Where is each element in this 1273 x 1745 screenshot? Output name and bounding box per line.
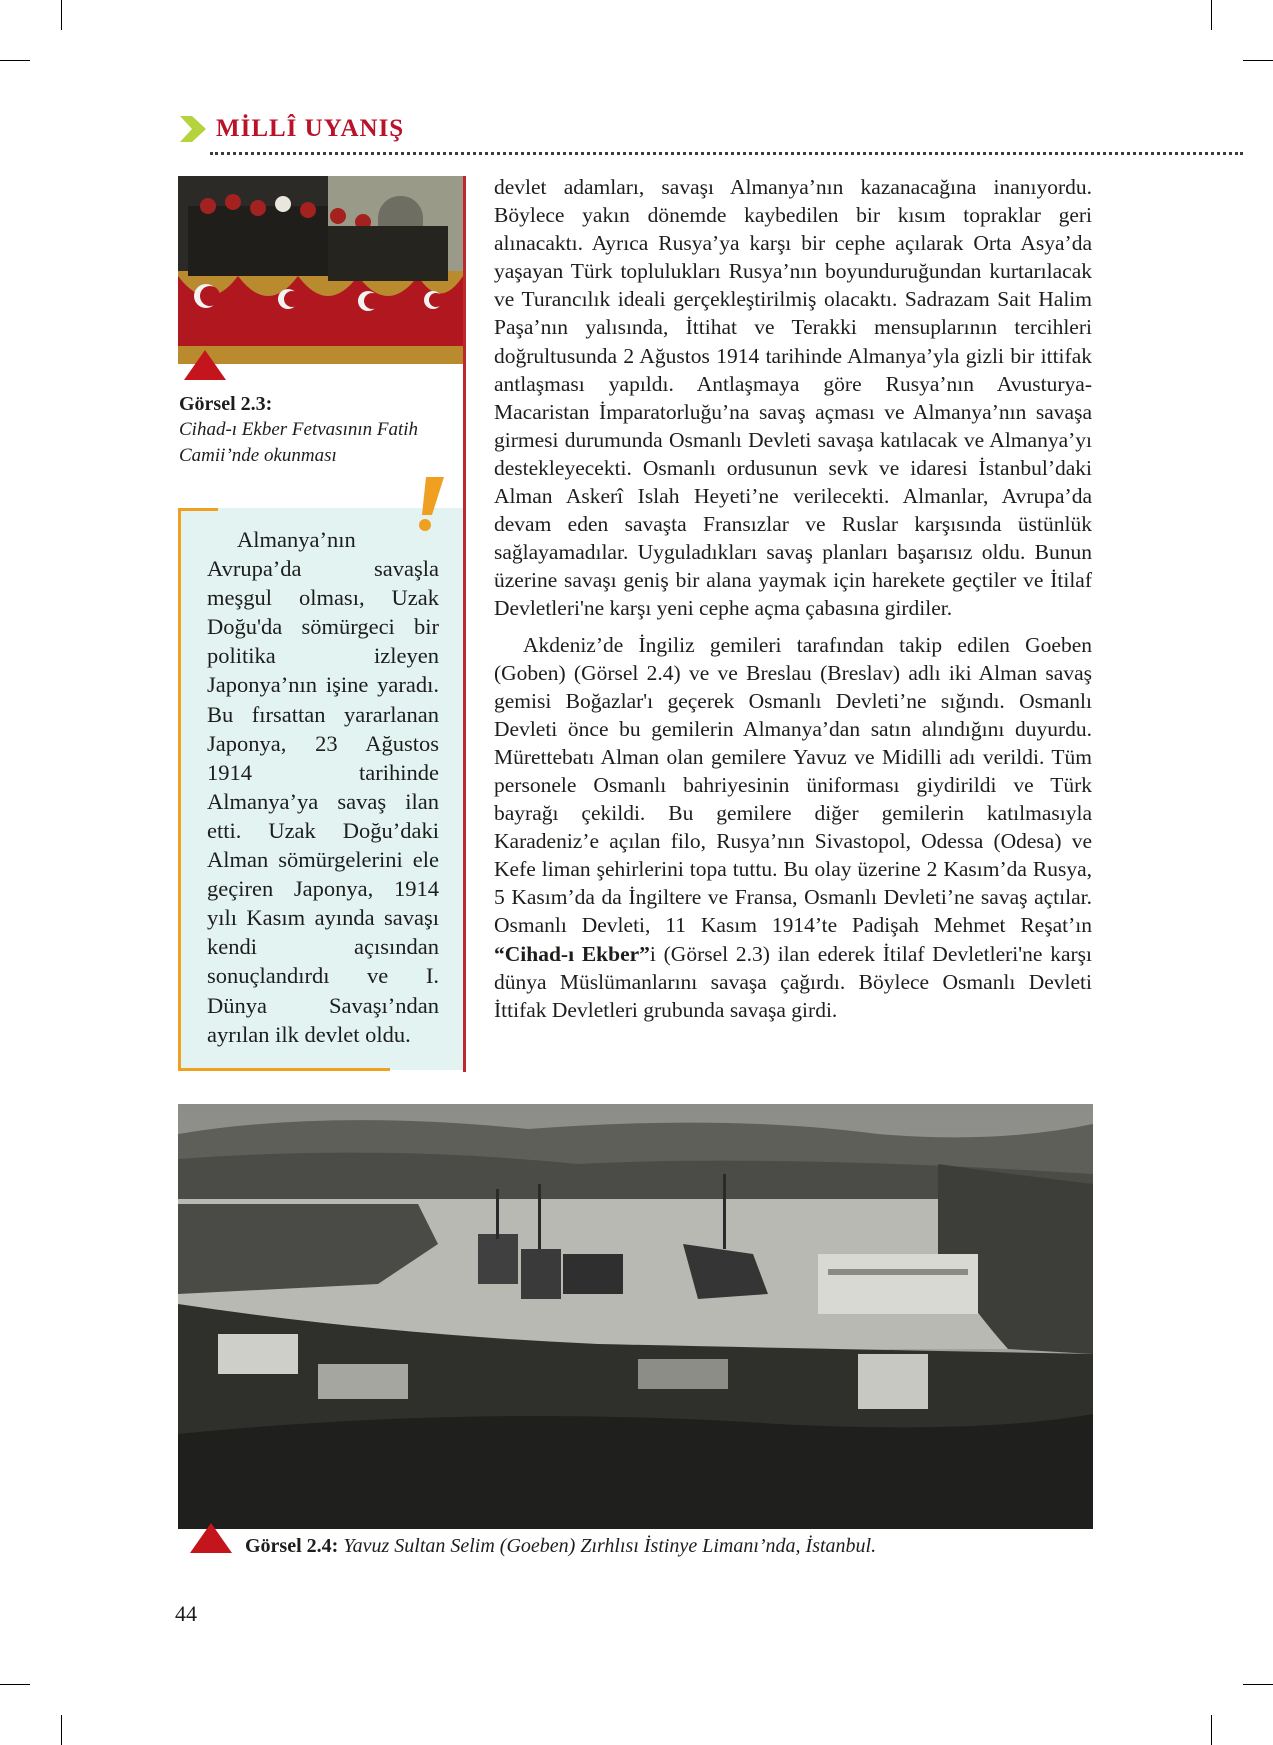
chapter-title: MİLLÎ UYANIŞ bbox=[216, 115, 405, 142]
paragraph-text: Akdeniz’de İngiliz gemileri tarafından takip edilen Goeben (Goben) (Görsel 2.4) ve ve Breslau (Breslav) adlı iki Alman savaş gemisi Boğazlar'ı geçerek Osmanlı Devleti’ne sığındı. Osmanlı Devleti önce bu gemilerin Almanya’dan satın alındığını duyurdu. Mürettebatı Alman olan gemilere Yavuz ve Midilli adı verildi. Tüm personele Osmanlı bahriyesinin üniforması giydirildi ve Türk bayrağı çekildi. Bu gemilere diğer gemilerin katılmasıyla Karadeniz’e açılan filo, Rusya’nın Sivastopol, Odessa (Odesa) ve Kefe liman şehirlerini topa tuttu. Bu olay üzerine 2 Kasım’da Rusya, 5 Kasım’da da İngiltere ve Fransa, Osmanlı Devleti’ne savaş açtılar. Osmanlı Devleti, 11 Kasım 1914’te Padişah Mehmet Reşat’ın bbox=[494, 632, 1092, 938]
figure-2-4-caption bbox=[245, 1535, 876, 1558]
figure-caption: Cihad-ı Ekber Fetvasının Fatih Camii’nde okunması bbox=[179, 419, 419, 466]
header-divider bbox=[210, 152, 1243, 155]
figure-caption: Yavuz Sultan Selim (Goeben) Zırhlısı İstinye Limanı’nda, İstanbul. bbox=[343, 1535, 877, 1557]
info-box-border bbox=[178, 508, 218, 511]
figure-2-3-image bbox=[178, 176, 463, 364]
info-box-border bbox=[178, 1068, 390, 1071]
page-header bbox=[178, 110, 1243, 150]
figure-label: Görsel 2.4: bbox=[245, 1535, 339, 1557]
figure-2-3-caption bbox=[179, 391, 459, 469]
chevron-right-icon bbox=[178, 114, 208, 144]
crop-mark bbox=[61, 0, 62, 30]
crop-mark bbox=[0, 60, 30, 61]
crop-mark bbox=[0, 1684, 30, 1685]
info-box-text: Almanya’nın Avrupa’da savaşla meşgul olması, Uzak Doğu'da sömürgeci bir politika izleyen Japonya’nın işine yaradı. Bu fırsattan yararlanan Japonya, 23 Ağustos 1914 tarihinde Almanya’ya savaş ilan etti. Uzak Doğu’daki Alman sömürgelerini ele geçiren Japonya, 1914 yılı Kasım ayında savaşı kendi açısından sonuçlandırdı ve I. Dünya Savaşı’ndan ayrılan ilk devlet oldu. bbox=[207, 527, 439, 1047]
crop-mark bbox=[1243, 1684, 1273, 1685]
crop-mark bbox=[1211, 1715, 1212, 1745]
figure-2-4-image bbox=[178, 1104, 1093, 1529]
triangle-marker-icon bbox=[184, 350, 226, 380]
triangle-marker-icon bbox=[190, 1523, 232, 1553]
emphasis-text: “Cihad-ı Ekber” bbox=[494, 941, 650, 966]
crop-mark bbox=[1211, 0, 1212, 30]
column-divider bbox=[463, 176, 466, 1072]
crop-mark bbox=[1243, 60, 1273, 61]
paragraph-text: i (Görsel 2.3) ilan ederek İtilaf Devletleri'ne karşı dünya Müslümanlarını savaşa çağırdı. Böylece Osmanlı Devleti İttifak Devletleri grubunda savaşa girdi. bbox=[494, 941, 1092, 1022]
figure-label: Görsel 2.3: bbox=[179, 393, 273, 415]
main-text-column bbox=[494, 173, 1092, 1024]
paragraph: devlet adamları, savaşı Almanya’nın kazanacağına inanıyordu. Böylece yakın dönemde kaybedilen bir kısım topraklar geri alınacaktı. Ayrıca Rusya’ya karşı bir cephe açılarak Orta Asya’da yaşayan Türk toplulukları Rusya’nın boyunduruğundan kurtarılacak ve Turancılık ideali gerçekleştirilmiş olacaktı. Sadrazam Sait Halim Paşa’nın yalısında, İttihat ve Terakki mensuplarının tercihleri doğrultusunda 2 Ağustos 1914 tarihinde Almanya’yla gizli bir ittifak antlaşması yapıldı. Antlaşmaya göre Rusya’nın Avusturya-Macaristan İmparatorluğu’na savaş açması ve Almanya’nın savaşa girmesi durumunda Osmanlı Devleti savaşa katılacak ve Almanya’yı destekleyecekti. Osmanlı ordusunun sevk ve idaresi İstanbul’daki Alman Askerî Islah Heyeti’ne verilecekti. Almanlar, Avrupa’da devam eden savaşta Fransızlar ve Ruslar karşısında üstünlük sağlayamadılar. Uyguladıkları savaş planları başarısız oldu. Bunun üzerine savaşı geniş bir alana yaymak için harekete geçtiler ve İtilaf Devletleri'ne karşı yeni cephe açma çabasına girdiler. bbox=[494, 175, 1092, 621]
crop-mark bbox=[61, 1715, 62, 1745]
info-box-border bbox=[178, 508, 181, 1070]
page-number: 44 bbox=[175, 1601, 197, 1626]
paragraph bbox=[494, 631, 1092, 1024]
